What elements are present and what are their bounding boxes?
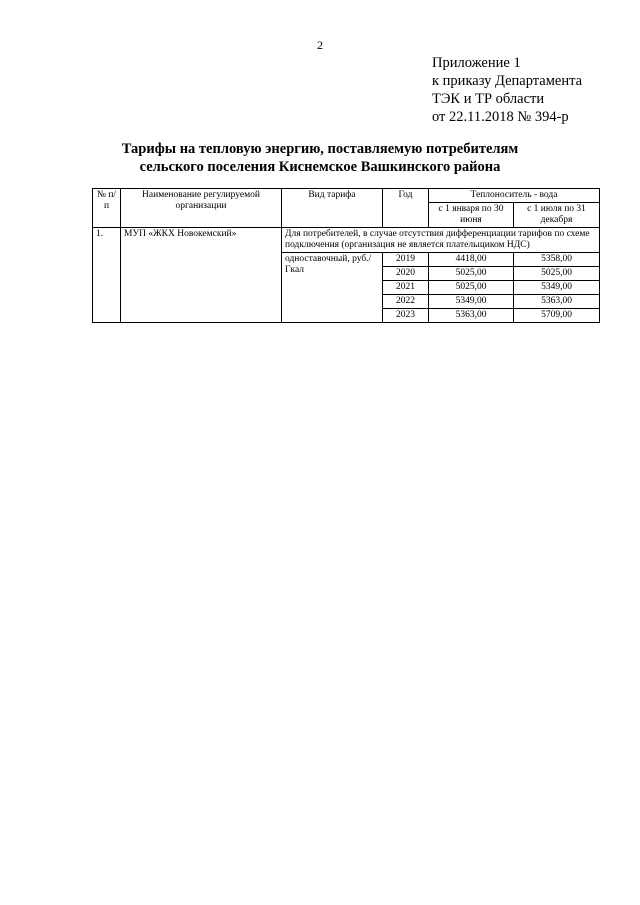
tariff-h2-cell: 5349,00	[514, 281, 600, 295]
header-carrier: Теплоноситель - вода	[429, 189, 600, 203]
row-num: 1.	[93, 228, 121, 323]
tariff-h2-cell: 5709,00	[514, 309, 600, 323]
year-cell: 2022	[383, 295, 429, 309]
tariff-h2-cell: 5363,00	[514, 295, 600, 309]
header-num: № п/п	[93, 189, 121, 228]
year-cell: 2020	[383, 267, 429, 281]
table-row	[93, 228, 600, 253]
tariff-table	[92, 188, 600, 323]
title-line: сельского поселения Киснемское Вашкинского района	[139, 159, 501, 175]
header-year: Год	[383, 189, 429, 228]
appendix-line: ТЭК и ТР области	[432, 91, 545, 107]
header-period-2: с 1 июля по 31 декабря	[514, 203, 600, 228]
title-line: Тарифы на тепловую энергию, поставляемую потребителям	[121, 141, 519, 157]
tariff-h2-cell: 5025,00	[514, 267, 600, 281]
tariff-h1-cell: 5025,00	[429, 281, 514, 295]
tariff-h2-cell: 5358,00	[514, 253, 600, 267]
appendix-line: от 22.11.2018 № 394-р	[432, 109, 569, 125]
year-cell: 2021	[383, 281, 429, 295]
header-org: Наименование регулируемой организации	[121, 189, 282, 228]
header-tariff-type: Вид тарифа	[282, 189, 383, 228]
header-period-1: с 1 января по 30 июня	[429, 203, 514, 228]
tariff-h1-cell: 5363,00	[429, 309, 514, 323]
appendix-line: Приложение 1	[432, 55, 521, 71]
year-cell: 2023	[383, 309, 429, 323]
document-title	[40, 140, 600, 176]
tariff-h1-cell: 5025,00	[429, 267, 514, 281]
tariff-h1-cell: 5349,00	[429, 295, 514, 309]
row-tariff-type: одноставочный, руб./Гкал	[282, 253, 383, 323]
year-cell: 2019	[383, 253, 429, 267]
row-consumers: Для потребителей, в случае отсутствия дифференциации тарифов по схеме подключения (организация не является плательщиком НДС)	[282, 228, 600, 253]
tariff-h1-cell: 4418,00	[429, 253, 514, 267]
page-number: 2	[317, 38, 323, 52]
appendix-block	[432, 54, 582, 126]
row-org: МУП «ЖКХ Новокемский»	[121, 228, 282, 323]
appendix-line: к приказу Департамента	[432, 73, 583, 89]
header-row	[93, 189, 600, 203]
